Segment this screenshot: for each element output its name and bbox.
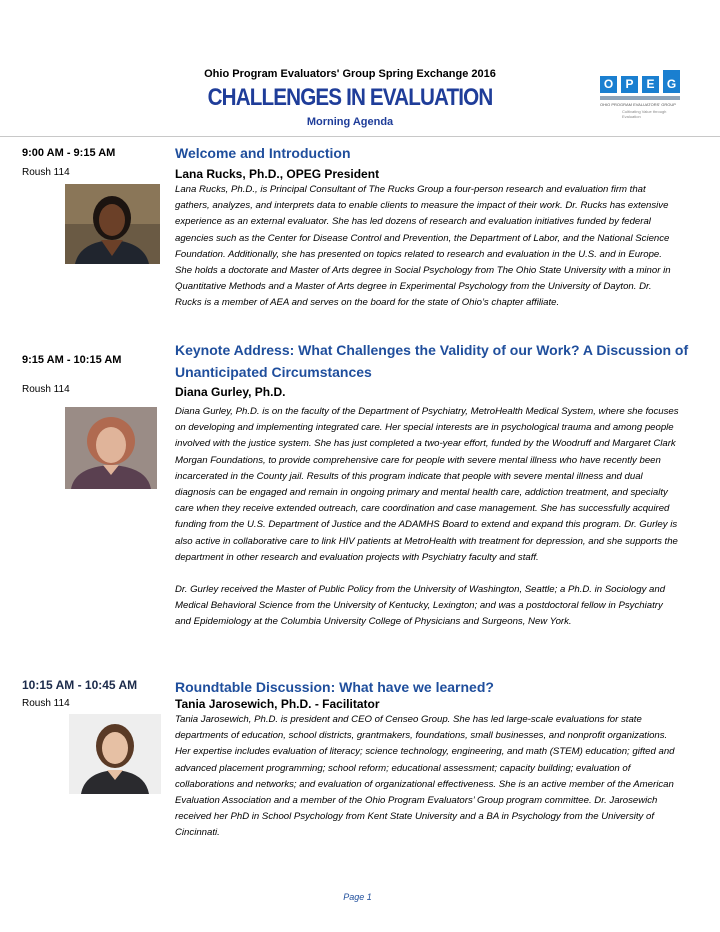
session-2-time: 9:15 AM - 10:15 AM	[22, 354, 122, 366]
bio-paragraph: Dr. Gurley received the Master of Public Policy from the University of Washington, Seattle; a Ph.D. in Sociology and Medical Behavioral Science from the University of Kentucky, Lexington; and was a postdoctoral fellow in Psychiatry and Epidemiology at the Columbia University College of Physicians and Surgeons, New York.	[175, 584, 666, 628]
speaker-portrait-icon	[65, 407, 157, 489]
session-1-room: Roush 114	[22, 167, 70, 178]
session-3-speaker: Tania Jarosewich, Ph.D. - Facilitator	[175, 697, 380, 711]
bio-paragraph: Lana Rucks, Ph.D., is Principal Consultant of The Rucks Group a four-person research and evaluation firm that gathers, analyzes, and interprets data to enable clients to measure the impact of their work. Dr. Rucks has extensive experience as an external evaluator. She has led dozens of research and evaluation initiatives funded by federal agencies such as the Center for Disease Control and Prevention, the Department of Labor, and the National Science Foundation. Additionally, she has presented on topics related to research and evaluation in the U.S. and in Europe. She holds a doctorate and Master of Arts degree in Social Psychology from The Ohio State University with a minor in Quantitative Methods and a Master of Arts degree in Experimental Psychology from the University of Dayton. Dr. Rucks is a member of AEA and serves on the board for the state of Ohio’s chapter affiliate.	[175, 184, 671, 309]
logo-letter: G	[663, 70, 680, 93]
speaker-portrait-icon	[69, 714, 161, 794]
opeg-logo	[600, 76, 682, 118]
logo-letter: O	[600, 76, 617, 93]
session-3-room: Roush 114	[22, 698, 70, 709]
logo-letter: E	[642, 76, 659, 93]
logo-tagline-secondary: Cultivating Value through Evaluation	[622, 109, 667, 119]
logo-tagline: OHIO PROGRAM EVALUATORS' GROUP	[600, 102, 676, 107]
event-name: Ohio Program Evaluators' Group Spring Exchange 2016	[204, 68, 496, 80]
session-2-speaker: Diana Gurley, Ph.D.	[175, 385, 286, 399]
speaker-portrait-icon	[65, 184, 160, 264]
logo-bar	[600, 96, 680, 100]
bio-paragraph: Tania Jarosewich, Ph.D. is president and CEO of Censeo Group. She has led large-scale evaluations for state departments of education, school districts, grantmakers, foundations, small businesses, and nonprofit organizations. Her expertise includes evaluation of literacy; science technology, engineering, and math (STEM) education; gifted and advanced placement programming; school reform; educational assessment; capacity building; evaluation of collaborations and networks; and evaluation of organizational effectiveness. She is an active member of the American Evaluation Association and a member of the Ohio Program Evaluators’ Group program committee. Dr. Jarosewich received her PhD in School Psychology from Kent State University and a BA in Psychology from the University of Cincinnati.	[175, 714, 675, 839]
session-1-time: 9:00 AM - 9:15 AM	[22, 147, 116, 159]
page-title: CHALLENGES IN EVALUATION	[207, 84, 493, 111]
page-number: Page 1	[343, 892, 372, 902]
session-3-title: Roundtable Discussion: What have we learned?	[175, 679, 494, 695]
session-3-bio	[175, 712, 680, 842]
session-2-bio	[175, 404, 680, 631]
session-2-title: Keynote Address: What Challenges the Validity of our Work? A Discussion of Unanticipated Circumstances	[175, 342, 689, 380]
bio-paragraph: Diana Gurley, Ph.D. is on the faculty of the Department of Psychiatry, MetroHealth Medical System, where she focuses on developing and implementing integrated care. Her special interests are in psychological trauma and among people involved with the justice system. She has just completed a two-year effort, funded by the Woodruff and Margaret Clark Morgan Foundations, to provide comprehensive care for people with severe mental illness who have recently been incarcerated in the County jail. Results of this program indicate that people with severe mental illness and dual diagnosis can be engaged and remain in ongoing primary and mental health care, addiction treatment, and specialty care when they receive extended outreach, care coordination and case management. She has successfully acquired funding from the U.S. Department of Justice and the ADAMHS Board to extend and expand this program. Dr. Gurley is also active in collaborative care to link HIV patients at MetroHealth with treatment for depression, and she supports the department in other research and evaluation projects with Psychiatry faculty and staff.	[175, 406, 679, 563]
session-1-title: Welcome and Introduction	[175, 145, 351, 161]
header-divider	[0, 136, 720, 137]
session-1-speaker: Lana Rucks, Ph.D., OPEG President	[175, 167, 380, 181]
agenda-subtitle: Morning Agenda	[306, 116, 394, 128]
logo-letter: P	[621, 76, 638, 93]
session-3-time: 10:15 AM - 10:45 AM	[22, 678, 138, 692]
session-1-bio	[175, 182, 680, 312]
session-2-room: Roush 114	[22, 384, 70, 395]
